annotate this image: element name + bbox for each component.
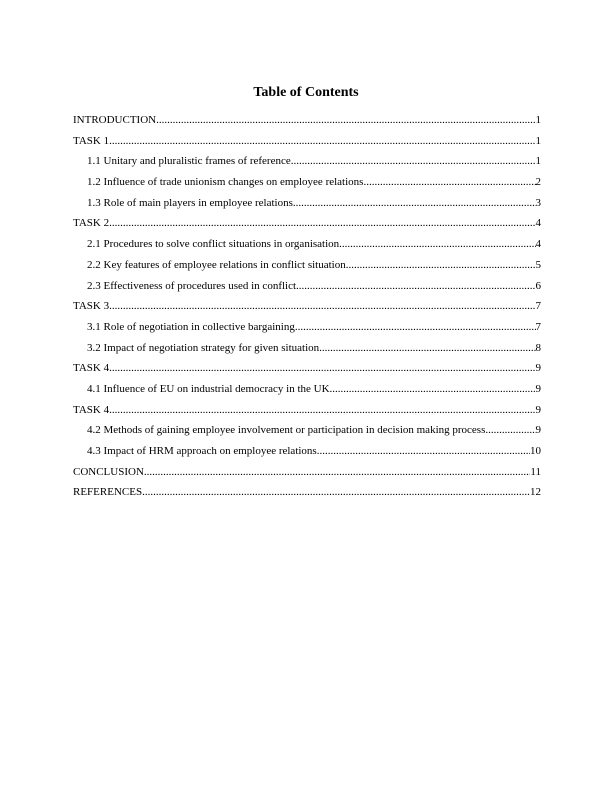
toc-entry-label: TASK 2 [73, 217, 110, 230]
toc-entry-label: 4.2 Methods of gaining employee involvement or participation in decision making process [87, 424, 486, 437]
toc-entry-1-2[interactable] [73, 175, 541, 196]
toc-leader-dots [296, 279, 535, 293]
toc-entry-1-1[interactable] [73, 154, 541, 175]
toc-entry-label: 1.2 Influence of trade unionism changes on employee relations [87, 176, 364, 189]
toc-entry-label: TASK 3 [73, 300, 110, 313]
toc-page-number: 1 [535, 134, 541, 147]
toc-entry-task-1[interactable] [73, 134, 541, 155]
toc-entry-task-2[interactable] [73, 216, 541, 237]
toc-leader-dots [330, 382, 536, 396]
toc-title: Table of Contents [253, 85, 359, 100]
toc-entry-task-4[interactable] [73, 361, 541, 382]
toc-leader-dots [142, 485, 530, 499]
toc-leader-dots [317, 444, 530, 458]
toc-leader-dots [291, 154, 536, 168]
toc-leader-dots [144, 465, 531, 479]
toc-entry-label: TASK 1 [73, 134, 110, 147]
toc-page-number: 1 [535, 155, 541, 168]
toc-entry-label: 3.1 Role of negotiation in collective bargaining [87, 320, 295, 333]
toc-leader-dots [109, 216, 535, 230]
toc-page-number: 9 [535, 403, 541, 416]
toc-page-number: 7 [535, 300, 541, 313]
toc-page-number: 4 [535, 217, 541, 230]
toc-entry-task-4-b[interactable] [73, 403, 541, 424]
toc-leader-dots [346, 258, 536, 272]
toc-leader-dots [295, 320, 536, 334]
toc-entry-3-2[interactable] [73, 341, 541, 362]
toc-page-number: 9 [535, 362, 541, 375]
toc-page-number: 1 [535, 114, 541, 126]
toc-leader-dots [339, 237, 535, 251]
toc-entry-label: 3.2 Impact of negotiation strategy for given situation [87, 341, 320, 354]
toc-page-number: 5 [535, 258, 541, 271]
toc-leader-dots [109, 403, 535, 417]
toc-page-number: 12 [530, 486, 541, 499]
toc-page-number: 11 [530, 465, 541, 478]
toc-entry-2-3[interactable] [73, 279, 541, 300]
toc-leader-dots [109, 134, 535, 148]
toc-entry-label: TASK 4 [73, 403, 110, 416]
toc-entry-label: 2.3 Effectiveness of procedures used in conflict [87, 279, 297, 292]
toc-entry-label: CONCLUSION [73, 465, 144, 478]
toc-entry-1-3[interactable] [73, 196, 541, 217]
toc-leader-dots [109, 299, 535, 313]
toc-page-number: 10 [530, 445, 541, 457]
toc-leader-dots [319, 341, 535, 355]
toc-entry-label: 4.1 Influence of EU on industrial democracy in the UK [87, 382, 330, 395]
toc-entry-task-3[interactable] [73, 299, 541, 320]
toc-entry-label: 1.3 Role of main players in employee relations [87, 196, 293, 209]
toc-entry-label: TASK 4 [73, 362, 110, 375]
toc-list [73, 113, 541, 506]
toc-page-number: 8 [535, 341, 541, 354]
toc-page-number: 2 [535, 176, 541, 189]
toc-page-number: 7 [535, 320, 541, 333]
toc-page-number: 9 [535, 382, 541, 395]
toc-entry-4-3[interactable] [73, 444, 541, 465]
toc-entry-3-1[interactable] [73, 320, 541, 341]
toc-entry-introduction[interactable] [73, 113, 541, 134]
toc-entry-label: 4.3 Impact of HRM approach on employee relations [87, 445, 317, 457]
toc-entry-label: INTRODUCTION [73, 114, 157, 126]
toc-entry-conclusion[interactable] [73, 465, 541, 486]
toc-entry-4-1[interactable] [73, 382, 541, 403]
toc-entry-4-2[interactable] [73, 423, 541, 444]
toc-entry-label: 2.1 Procedures to solve conflict situations in organisation [87, 238, 340, 251]
toc-entry-references[interactable] [73, 485, 541, 506]
toc-entry-2-1[interactable] [73, 237, 541, 258]
toc-leader-dots [363, 175, 535, 189]
toc-page-number: 6 [535, 279, 541, 292]
toc-entry-label: 2.2 Key features of employee relations in conflict situation [87, 258, 346, 271]
toc-entry-label: 1.1 Unitary and pluralistic frames of reference [87, 155, 291, 168]
toc-entry-2-2[interactable] [73, 258, 541, 279]
toc-page-number: 9 [535, 424, 541, 437]
toc-leader-dots [109, 361, 535, 375]
toc-leader-dots [293, 196, 536, 210]
toc-entry-label: REFERENCES [73, 486, 143, 499]
toc-page-number: 4 [535, 238, 541, 251]
toc-page-number: 3 [535, 196, 541, 209]
toc-leader-dots [485, 423, 535, 437]
toc-leader-dots [156, 113, 535, 127]
